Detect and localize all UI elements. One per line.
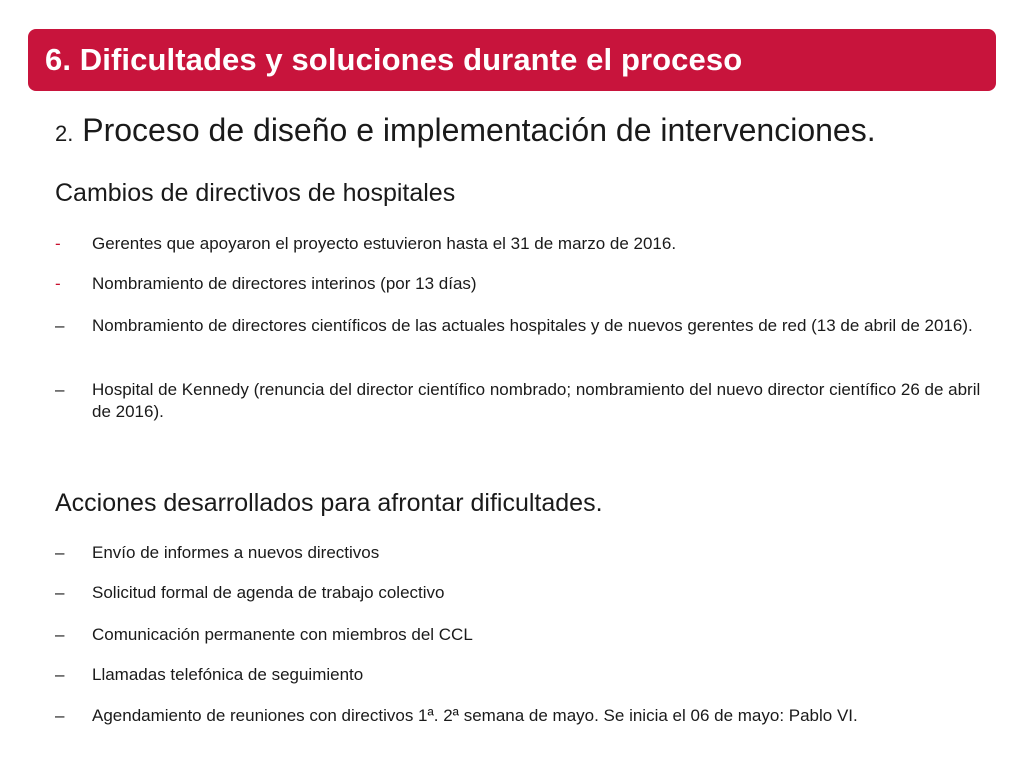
list-item — [55, 379, 995, 423]
bullet-hyphen: - — [55, 274, 61, 293]
bullet-dash: – — [55, 316, 65, 335]
subtitle-text: Proceso de diseño e implementación de intervenciones. — [73, 112, 876, 148]
list-item — [55, 542, 995, 564]
list-item-text: Nombramiento de directores científicos de las actuales hospitales y de nuevos gerentes de red (13 de abril de 2016). — [92, 316, 973, 335]
slide-subtitle — [55, 110, 876, 154]
list-item-text: Llamadas telefónica de seguimiento — [92, 665, 364, 684]
list-item-text: Solicitud formal de agenda de trabajo colectivo — [92, 583, 445, 602]
title-bar — [28, 29, 996, 91]
list-item-text: Agendamiento de reuniones con directivos 1ª. 2ª semana de mayo. Se inicia el 06 de mayo: Pablo VI. — [92, 706, 858, 725]
slide-title: 6. Dificultades y soluciones durante el proceso — [45, 42, 743, 77]
list-item — [55, 624, 995, 646]
section-heading-cambios: Cambios de directivos de hospitales — [55, 179, 456, 207]
bullet-dash: – — [55, 706, 65, 725]
list-item — [55, 582, 995, 604]
section-heading-acciones: Acciones desarrollados para afrontar dificultades. — [55, 489, 603, 517]
list-item-text: Nombramiento de directores interinos (por 13 días) — [92, 274, 477, 293]
bullet-dash: – — [55, 380, 65, 399]
list-item — [55, 273, 995, 295]
bullet-dash: – — [55, 625, 65, 644]
list-item-text: Comunicación permanente con miembros del CCL — [92, 625, 473, 644]
list-item — [55, 315, 995, 337]
list-item-text: Envío de informes a nuevos directivos — [92, 543, 380, 562]
bullet-dash: – — [55, 543, 65, 562]
list-item-text: Hospital de Kennedy (renuncia del director científico nombrado; nombramiento del nuevo director científico 26 de abril de 2016). — [92, 380, 981, 421]
list-item-text: Gerentes que apoyaron el proyecto estuvieron hasta el 31 de marzo de 2016. — [92, 234, 677, 253]
bullet-hyphen: - — [55, 234, 61, 253]
list-item — [55, 233, 995, 255]
bullet-dash: – — [55, 583, 65, 602]
list-item — [55, 705, 995, 727]
list-item — [55, 664, 995, 686]
subtitle-number: 2. — [55, 121, 74, 146]
bullet-dash: – — [55, 665, 65, 684]
